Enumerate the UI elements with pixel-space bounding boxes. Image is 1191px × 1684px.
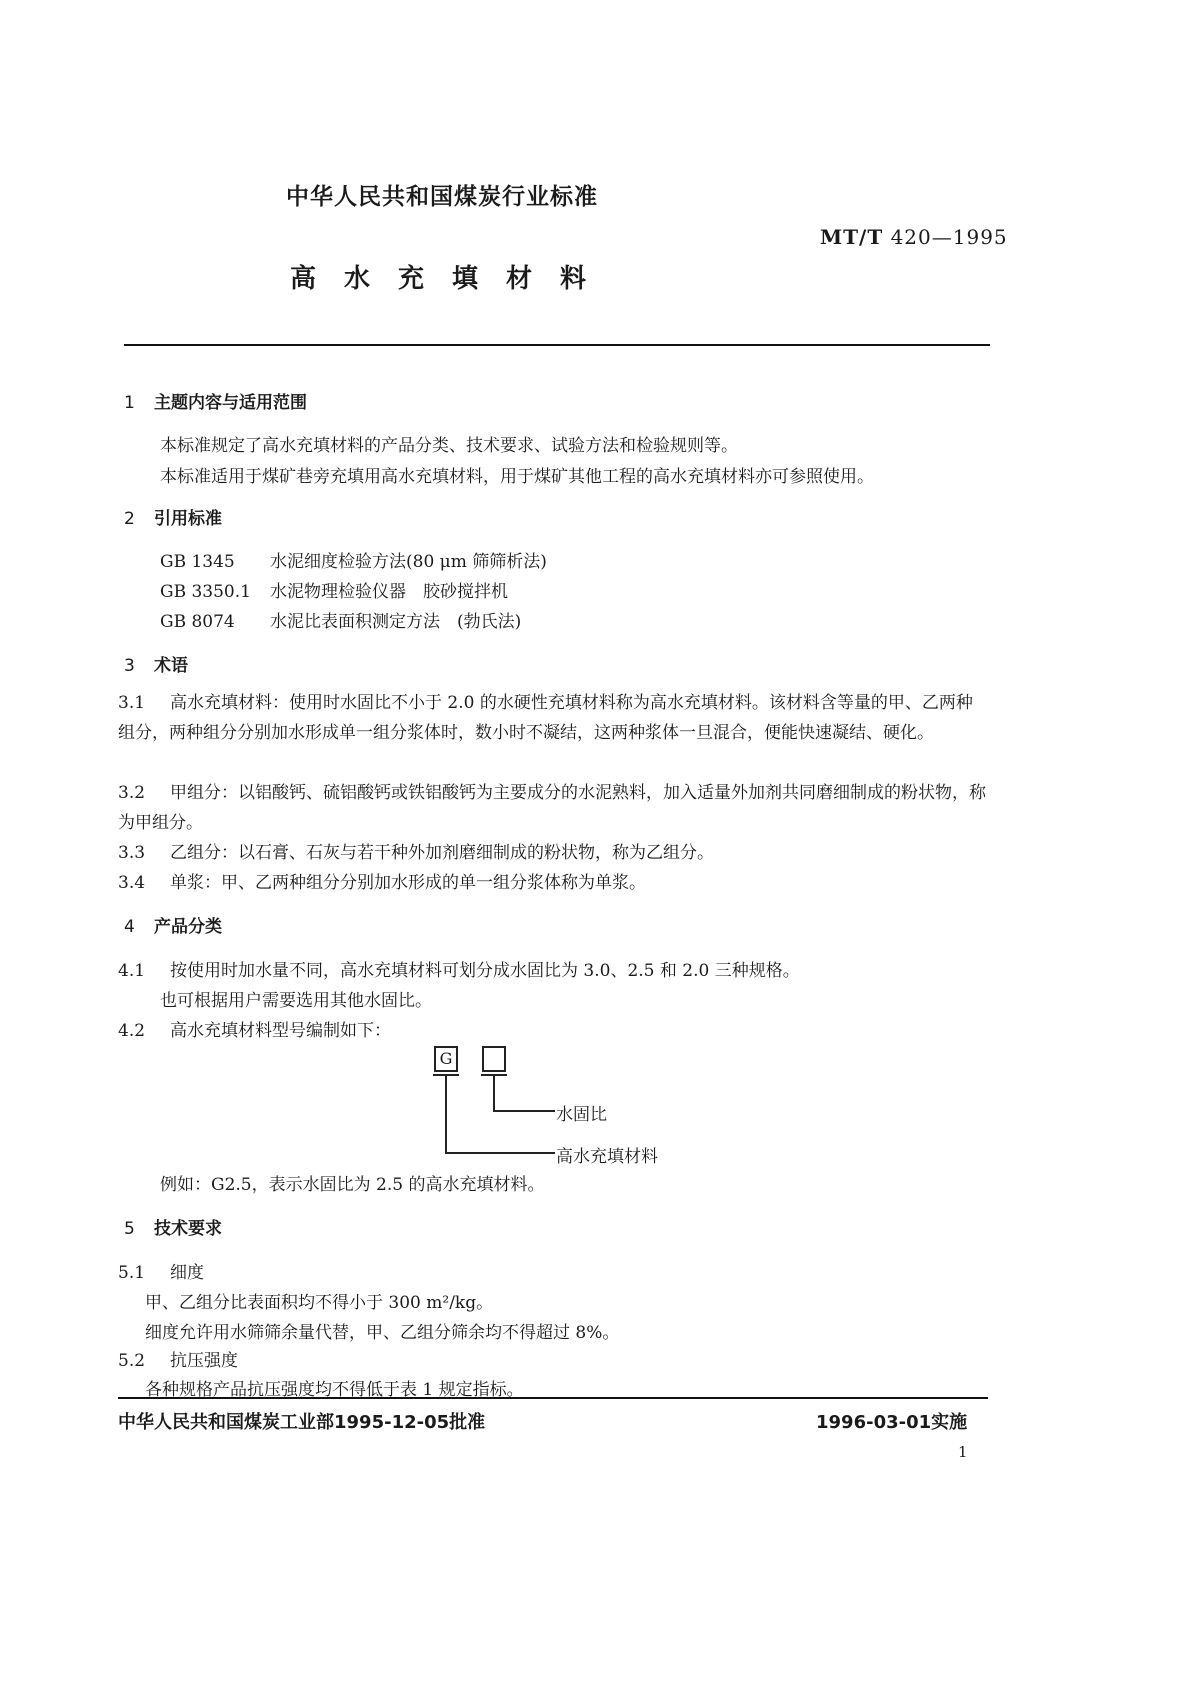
term-number: 3.1: [118, 693, 146, 713]
clause-number: 5.1: [118, 1263, 146, 1283]
term-text: 高水充填材料：使用时水固比不小于 2.0 的水硬性充填材料称为高水充填材料。该材料含等量的甲、乙两种组分，两种组分分别加水形成单一组分浆体时，数小时不凝结，这两种浆体一旦混合，便能快速凝结、硬化。: [118, 693, 973, 743]
example-text: 例如：G2.5，表示水固比为 2.5 的高水充填材料。: [160, 1175, 545, 1195]
approval-line: 中华人民共和国煤炭工业部1995-12-05批准: [118, 1412, 486, 1433]
term-text: 甲组分：以铝酸钙、硫铝酸钙或铁铝酸钙为主要成分的水泥熟料，加入适量外加剂共同磨细制成的粉状物，称为甲组分。: [118, 783, 986, 833]
page-number: 1: [958, 1443, 968, 1461]
clause-text: 按使用时加水量不同，高水充填材料可划分成水固比为 3.0、2.5 和 2.0 三种规格。: [170, 961, 800, 981]
section-title: 主题内容与适用范围: [154, 393, 307, 413]
term-number: 3.2: [118, 783, 146, 803]
document-title: 高水充填材料: [290, 264, 615, 294]
reference-title: 水泥比表面积测定方法 (勃氏法): [270, 612, 522, 632]
reference-item: [160, 577, 508, 602]
section-5-heading: [124, 1214, 222, 1239]
diagram-label-material: 高水充填材料: [556, 1147, 658, 1167]
standard-code: [820, 225, 1008, 249]
diagram-connector: [493, 1076, 495, 1111]
diagram-connector: [493, 1110, 555, 1112]
reference-code: GB 8074: [160, 612, 235, 632]
section-number: 4: [124, 917, 135, 937]
term-3-3: [118, 838, 988, 868]
clause-4-1: [118, 956, 800, 981]
reference-code: GB 1345: [160, 552, 235, 572]
section-number: 3: [124, 656, 135, 676]
clause-number: 5.2: [118, 1351, 146, 1371]
paragraph: 甲、乙组分比表面积均不得小于 300 m²/kg。: [145, 1293, 494, 1313]
org-title: 中华人民共和国煤炭行业标准: [286, 184, 598, 210]
paragraph: 也可根据用户需要选用其他水固比。: [160, 991, 432, 1011]
diagram-connector: [445, 1152, 555, 1154]
term-number: 3.3: [118, 843, 146, 863]
diagram-box-empty: [482, 1046, 506, 1072]
term-3-1: [118, 688, 988, 748]
term-text: 单浆：甲、乙两种组分分别加水形成的单一组分浆体称为单浆。: [170, 873, 646, 893]
clause-title: 抗压强度: [170, 1351, 238, 1371]
section-title: 技术要求: [154, 1219, 222, 1239]
standard-code-prefix: MT/T: [820, 225, 884, 249]
footer-divider: [118, 1397, 988, 1399]
reference-item: [160, 607, 521, 632]
header-divider: [124, 344, 990, 346]
diagram-label-ratio: 水固比: [556, 1105, 607, 1125]
reference-title: 水泥物理检验仪器 胶砂搅拌机: [270, 582, 508, 602]
section-title: 产品分类: [154, 917, 222, 937]
diagram-connector: [445, 1076, 447, 1153]
section-number: 5: [124, 1219, 135, 1239]
paragraph: 细度允许用水筛筛余量代替，甲、乙组分筛余均不得超过 8%。: [145, 1323, 620, 1343]
reference-title: 水泥细度检验方法(80 μm 筛筛析法): [270, 552, 547, 572]
section-2-heading: [124, 504, 222, 529]
section-3-heading: [124, 651, 188, 676]
reference-item: [160, 547, 547, 572]
term-3-4: [118, 868, 988, 898]
clause-number: 4.2: [118, 1021, 146, 1041]
clause-text: 高水充填材料型号编制如下：: [170, 1021, 391, 1041]
clause-4-2: [118, 1016, 391, 1041]
reference-code: GB 3350.1: [160, 582, 251, 602]
effective-date: 1996-03-01实施: [816, 1412, 968, 1433]
clause-title: 细度: [170, 1263, 204, 1283]
term-number: 3.4: [118, 873, 146, 893]
paragraph: 本标准规定了高水充填材料的产品分类、技术要求、试验方法和检验规则等。: [160, 436, 738, 456]
diagram-box-g: G: [434, 1046, 458, 1072]
standard-code-number: 420—1995: [890, 225, 1008, 249]
section-number: 1: [124, 393, 135, 413]
term-3-2: [118, 778, 988, 838]
section-title: 术语: [154, 656, 188, 676]
paragraph: 本标准适用于煤矿巷旁充填用高水充填材料，用于煤矿其他工程的高水充填材料亦可参照使用。: [160, 467, 874, 487]
paragraph: 各种规格产品抗压强度均不得低于表 1 规定指标。: [145, 1380, 524, 1400]
term-text: 乙组分：以石膏、石灰与若干种外加剂磨细制成的粉状物，称为乙组分。: [170, 843, 714, 863]
section-1-heading: [124, 388, 307, 413]
section-number: 2: [124, 509, 135, 529]
section-4-heading: [124, 912, 222, 937]
section-title: 引用标准: [154, 509, 222, 529]
clause-5-1: [118, 1258, 204, 1283]
clause-5-2: [118, 1346, 238, 1371]
clause-number: 4.1: [118, 961, 146, 981]
